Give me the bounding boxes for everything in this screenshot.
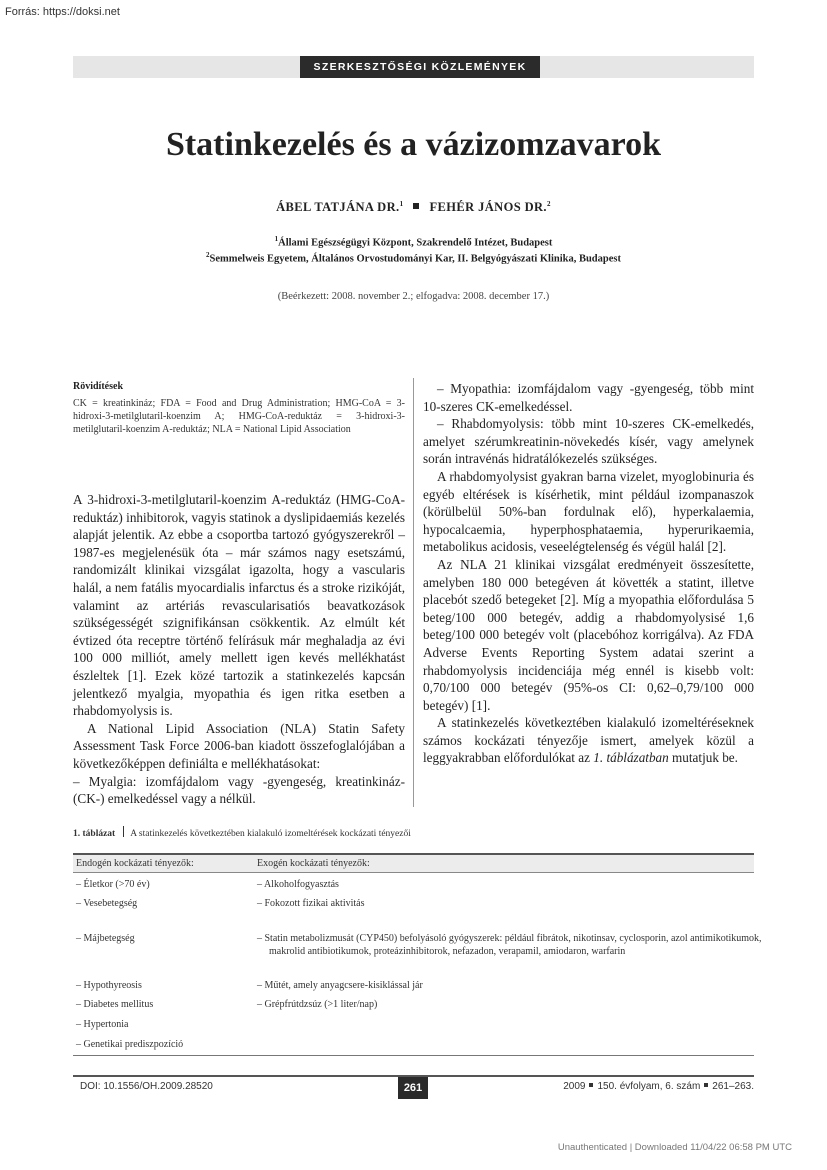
author-separator (413, 203, 419, 209)
issue-pages: 261–263. (712, 1081, 754, 1092)
separator-square (704, 1083, 708, 1087)
source-note: Forrás: https://doksi.net (5, 6, 120, 18)
table-row-endogenous: – Hypertonia (76, 1019, 129, 1030)
affiliation-text: Állami Egészségügyi Központ, Szakrendelő Intézet, Budapest (278, 237, 553, 249)
doi: DOI: 10.1556/OH.2009.28520 (80, 1081, 213, 1092)
affiliation (73, 251, 754, 265)
author-affil-ref: 2 (546, 200, 551, 208)
table-row-exogenous: – Grépfrútdzsúz (>1 liter/nap) (257, 999, 378, 1010)
affiliation-text: Semmelweis Egyetem, Általános Orvostudományi Kar, II. Belgyógyászati Klinika, Budapest (209, 253, 621, 265)
body-paragraph: A 3-hidroxi-3-metilglutaril-koenzim A-reduktáz (HMG-CoA-reduktáz) inhibitorok, vagyis statinok a dyslipidaemiás kezelés alapját jelentik. Az ebbe a csoportba tartozó gyógyszerekről – 1987-es megjelenésük óta – már számos nagy esetszámú, randomizált klinikai vizsgálat igazolta, hogy a vascularis halál, a nem fatális myocardialis infarctus és a stroke rizikóját, valamint az artériás revascularisatiós beavatkozások szükségességét szignifikánsan csökkentik. Az elmúlt két évtized óta receptre történő felírásuk már meghaladja az évi 100 000 milliót, amely mellett igen kevés mellékhatást észleltek [1]. Ezek közé tartozik a statinkezelés kapcsán jelentkező myalgia, myopathia és igen ritka esetben a rhabdomyolysis is. (73, 492, 405, 719)
abbreviations-title: Rövidítések (73, 381, 123, 392)
page-number: 261 (398, 1077, 428, 1099)
received-dates: (Beérkezett: 2008. november 2.; elfogadva: 2008. december 17.) (277, 291, 550, 302)
table-row-endogenous: – Diabetes mellitus (76, 999, 154, 1010)
affiliation-number: 2 (206, 251, 210, 259)
table-bottom-rule (73, 1055, 754, 1056)
left-column (73, 491, 405, 808)
affiliation-number: 1 (274, 235, 279, 243)
abbreviations-text: CK = kreatinkináz; FDA = Food and Drug Administration; HMG-CoA = 3-hidroxi-3-metilglutaril-koenzim A; HMG-CoA-reduktáz = 3-hidroxi-3-metilglutaril-koenzim A-reduktáz; NLA = National Lipid Association (73, 398, 405, 436)
table-row-endogenous: – Genetikai prediszpozíció (76, 1039, 184, 1050)
download-note: Unauthenticated | Downloaded 11/04/22 06:58 PM UTC (557, 1142, 792, 1153)
body-paragraph: – Myopathia: izomfájdalom vagy -gyengeség, több mint 10-szeres CK-emelkedéssel. (423, 381, 754, 414)
table-label: 1. táblázat (73, 829, 116, 839)
table-caption (73, 826, 411, 839)
paragraph-text: mutatjuk be. (672, 750, 738, 766)
table-row-exogenous: – Műtét, amely anyagcsere-kisiklással jár (257, 980, 423, 991)
table-header-exogenous: Exogén kockázati tényezők: (257, 858, 370, 869)
body-paragraph: – Rhabdomyolysis: több mint 10-szeres CK-emelkedés, amelyet szérumkreatinin-növekedés kísér, vagy amelynek során intravénás hidratálókezelés szükséges. (423, 416, 754, 467)
section-label: SZERKESZTŐSÉGI KÖZLEMÉNYEK (300, 56, 540, 78)
table-caption-text: A statinkezelés következtében kialakuló izomeltérések kockázati tényezői (130, 829, 411, 839)
author-list (73, 200, 754, 215)
body-paragraph: A rhabdomyolysist gyakran barna vizelet, myoglobinuria és egyéb eltérések is kísérhetik, mint például izompanaszok (körülbelül 50%-ban fordulnak elő), hyperkalaemia, hypocalcaemia, hyperphosphataemia, hyperurikaemia, metabolikus acidosis, veseelégtelenség és végül halál [2]. (423, 468, 754, 555)
body-paragraph: A National Lipid Association (NLA) Statin Safety Assessment Task Force 2006-ban kiadott összefoglalójában a következőképpen definiálta e mellékhatásokat: (73, 720, 405, 771)
table-header-endogenous: Endogén kockázati tényezők: (76, 858, 194, 869)
table-row-exogenous: – Alkoholfogyasztás (257, 879, 339, 890)
table-row-endogenous: – Életkor (>70 év) (76, 879, 150, 890)
body-paragraph (423, 714, 754, 767)
issue-volume: 150. évfolyam, 6. szám (597, 1081, 701, 1092)
right-column (423, 380, 754, 767)
table-row-exogenous: – Fokozott fizikai aktivitás (257, 898, 365, 909)
separator-square (589, 1083, 593, 1087)
table-row-endogenous: – Vesebetegség (76, 898, 138, 909)
caption-bar (123, 826, 124, 837)
paragraph-text: A statinkezelés következtében kialakuló izomeltéréseknek számos kockázati tényezője ismert, amelyek közül a leggyakrabban előfordulókat az (423, 715, 754, 766)
table-row-endogenous: – Hypothyreosis (76, 980, 142, 991)
issue-info (563, 1081, 754, 1092)
affiliation (73, 235, 754, 249)
column-divider (413, 378, 414, 807)
article-title: Statinkezelés és a vázizomzavarok (165, 126, 662, 163)
issue-year: 2009 (563, 1081, 586, 1092)
body-paragraph: – Myalgia: izomfájdalom vagy -gyengeség, kreatinkináz- (CK-) emelkedéssel vagy a nélkül. (73, 773, 405, 807)
author-name: ÁBEL TATJÁNA DR. (276, 200, 400, 215)
body-paragraph: Az NLA 21 klinikai vizsgálat eredményeit összesítette, amelyben 180 000 betegéven át követték a statint, illetve placebót szedő betegeket [2]. Míg a myopathia előfordulása 5 beteg/100 000 betegév, addig a rhabdomyolysisé 1,6 beteg/100 000 betegév volt (placebóhoz korrigálva). Az FDA Adverse Events Reporting System adatai szerint a rhabdomyolysis incidenciája még ennél is kisebb volt: 0,70/100 000 betegév (95%-os CI: 0,62–0,79/100 000 betegév) [1]. (423, 556, 754, 713)
table-row-exogenous: – Statin metabolizmusát (CYP450) befolyásoló gyógyszerek: például fibrátok, nikotinsav, cyclosporin, azol antimikotikumok, makrolid antibiotikumok, proteázinhibitorok, nefazadon, verapamil, amiodaron, warfarin (257, 933, 762, 957)
author-affil-ref: 1 (399, 200, 404, 208)
table-reference: 1. táblázatban (593, 750, 669, 766)
table-row-endogenous: – Májbetegség (76, 933, 135, 944)
author-name: FEHÉR JÁNOS DR. (429, 200, 547, 215)
